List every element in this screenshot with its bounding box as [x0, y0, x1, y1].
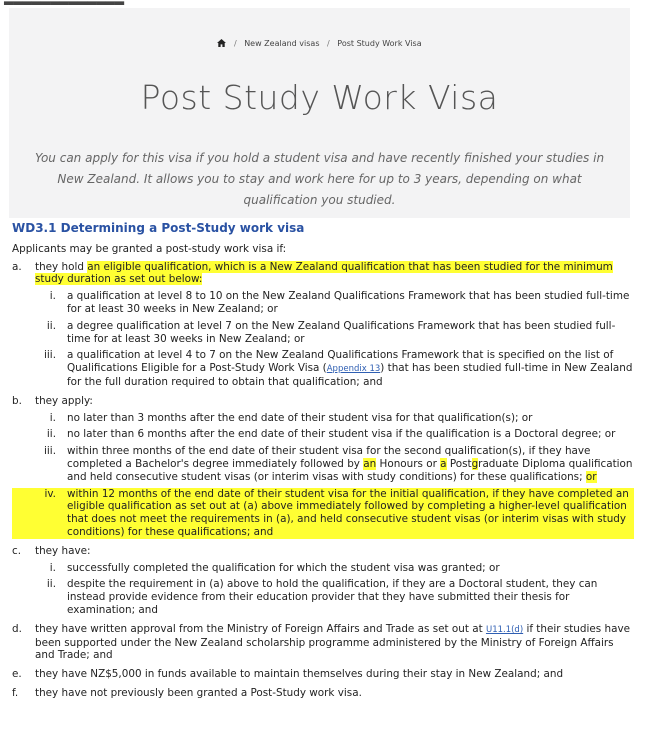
subclause-label: ii.: [46, 578, 56, 591]
subclause-text: Post: [446, 457, 472, 470]
highlighted-text: an: [363, 457, 377, 470]
clause-text: they hold: [35, 260, 88, 273]
clause-label: b.: [12, 394, 22, 407]
subclause-text: a degree qualification at level 7 on the New Zealand Qualifications Framework that has been studied full-time for at least 30 weeks in New Zealand; or: [67, 319, 616, 345]
highlighted-text: a: [440, 457, 447, 470]
subclause-c-i: [12, 562, 634, 575]
page-title: Post Study Work Visa: [140, 78, 499, 117]
highlighted-text: an eligible qualification, which is a New Zealand qualification that has been studied for the minimum study duration as set out below:: [35, 260, 613, 286]
subclause-b-i: [12, 412, 634, 425]
subclause-label: i.: [49, 411, 56, 424]
clause-label: d.: [12, 622, 22, 635]
clause-f: [12, 687, 634, 700]
highlighted-text: within 12 months of the end date of their student visa for the initial qualification, if they have completed an eligible qualification as set out at (a) above immediately followed by completing a higher-level qualification that does not meet the requirements in (a), and held consecutive student visas (or interim visas with study conditions) for these qualifications; and: [67, 487, 629, 538]
breadcrumb-item-current: Post Study Work Visa: [337, 39, 422, 48]
clause-text: they have NZ$5,000 in funds available to maintain themselves during their stay in New Zealand; and: [35, 668, 564, 681]
clause-label: c.: [12, 544, 22, 557]
highlighted-text: g: [471, 457, 479, 470]
clause-d: [12, 623, 634, 662]
subclause-b-iv: [12, 488, 634, 539]
home-icon[interactable]: [217, 39, 226, 49]
subclause-label: iii.: [44, 349, 56, 362]
subclause-text: Honours or: [376, 457, 441, 470]
breadcrumb-item-nz-visas[interactable]: New Zealand visas: [244, 39, 320, 48]
subclause-text: successfully completed the qualification for which the student visa was granted; or: [67, 561, 500, 574]
subclause-text: ) that has been studied full-time in New Zealand for the full duration required to obtain that qualification; and: [67, 362, 633, 388]
clause-e: [12, 668, 634, 681]
subclause-text: no later than 6 months after the end date of their student visa if the qualification is a Doctoral degree; or: [67, 428, 616, 441]
clause-a: [12, 261, 634, 389]
subclause-label: i.: [49, 561, 56, 574]
subclause-a-iii: [12, 349, 634, 388]
highlighted-text: or: [585, 470, 597, 483]
clause-label: e.: [12, 668, 22, 681]
subclause-text: a qualification at level 4 to 7 on the New Zealand Qualifications Framework that is specified on the list of Qualifications Eligible for a Post-Study Work Visa (: [67, 349, 614, 375]
subclause-a-i: [12, 290, 634, 316]
subclause-c-ii: [12, 578, 634, 616]
page-hero: [9, 8, 630, 218]
subclause-b-iii: [12, 445, 634, 483]
appendix-13-link[interactable]: Appendix 13: [326, 364, 381, 375]
subclause-label: ii.: [46, 319, 56, 332]
subclause-text: a qualification at level 8 to 10 on the New Zealand Qualifications Framework that has been studied full-time for at least 30 weeks in New Zealand; or: [67, 290, 630, 315]
clause-b: [12, 395, 634, 539]
subclause-label: ii.: [46, 428, 56, 441]
subclause-text: despite the requirement in (a) above to hold the qualification, if they are a Doctoral student, they can instead provide evidence from their education provider that they have submitted their thesis for examination; and: [67, 578, 598, 616]
cut-off-top-text: [0, 0, 646, 8]
clause-label: a.: [12, 260, 22, 273]
policy-document: [12, 222, 634, 706]
subclause-text: raduate Diploma qualification and held consecutive student visas (or interim visas with study conditions) for these qualifications;: [67, 457, 633, 483]
subclause-a-ii: [12, 320, 634, 346]
clause-text: if their studies have been supported under the New Zealand scholarship programme administered by the Ministry of Foreign Affairs and Trade; and: [35, 622, 630, 662]
subclause-label: iii.: [44, 445, 56, 458]
breadcrumb: [9, 39, 630, 49]
intro-text: You can apply for this visa if you hold a student visa and have recently finished your studies in New Zealand. It allows you to stay and work here for up to 3 years, depending on what qualification you studied.: [34, 151, 605, 207]
subclause-text: no later than 3 months after the end date of their student visa for that qualification(s); or: [67, 411, 533, 424]
clause-text: they have written approval from the Ministry of Foreign Affairs and Trade as set out at: [35, 622, 486, 635]
breadcrumb-separator: /: [327, 39, 330, 48]
clause-text: they have not previously been granted a Post-Study work visa.: [35, 686, 362, 699]
clause-label: f.: [12, 686, 19, 699]
clause-text: they apply:: [35, 394, 93, 407]
clause-c: [12, 545, 634, 617]
subclause-text: within three months of the end date of their student visa for the second qualification(s), if they have completed a Bachelor's degree immediately followed by: [67, 445, 591, 470]
subclause-label: i.: [49, 290, 56, 303]
lead-paragraph: Applicants may be granted a post-study work visa if:: [12, 242, 287, 255]
subclause-label: iv.: [44, 487, 56, 500]
section-heading: WD3.1 Determining a Post-Study work visa: [12, 221, 305, 235]
subclause-b-ii: [12, 428, 634, 441]
clause-text: they have:: [35, 544, 91, 557]
u11-1d-link[interactable]: U11.1(d): [485, 624, 524, 635]
breadcrumb-separator: /: [233, 39, 237, 48]
